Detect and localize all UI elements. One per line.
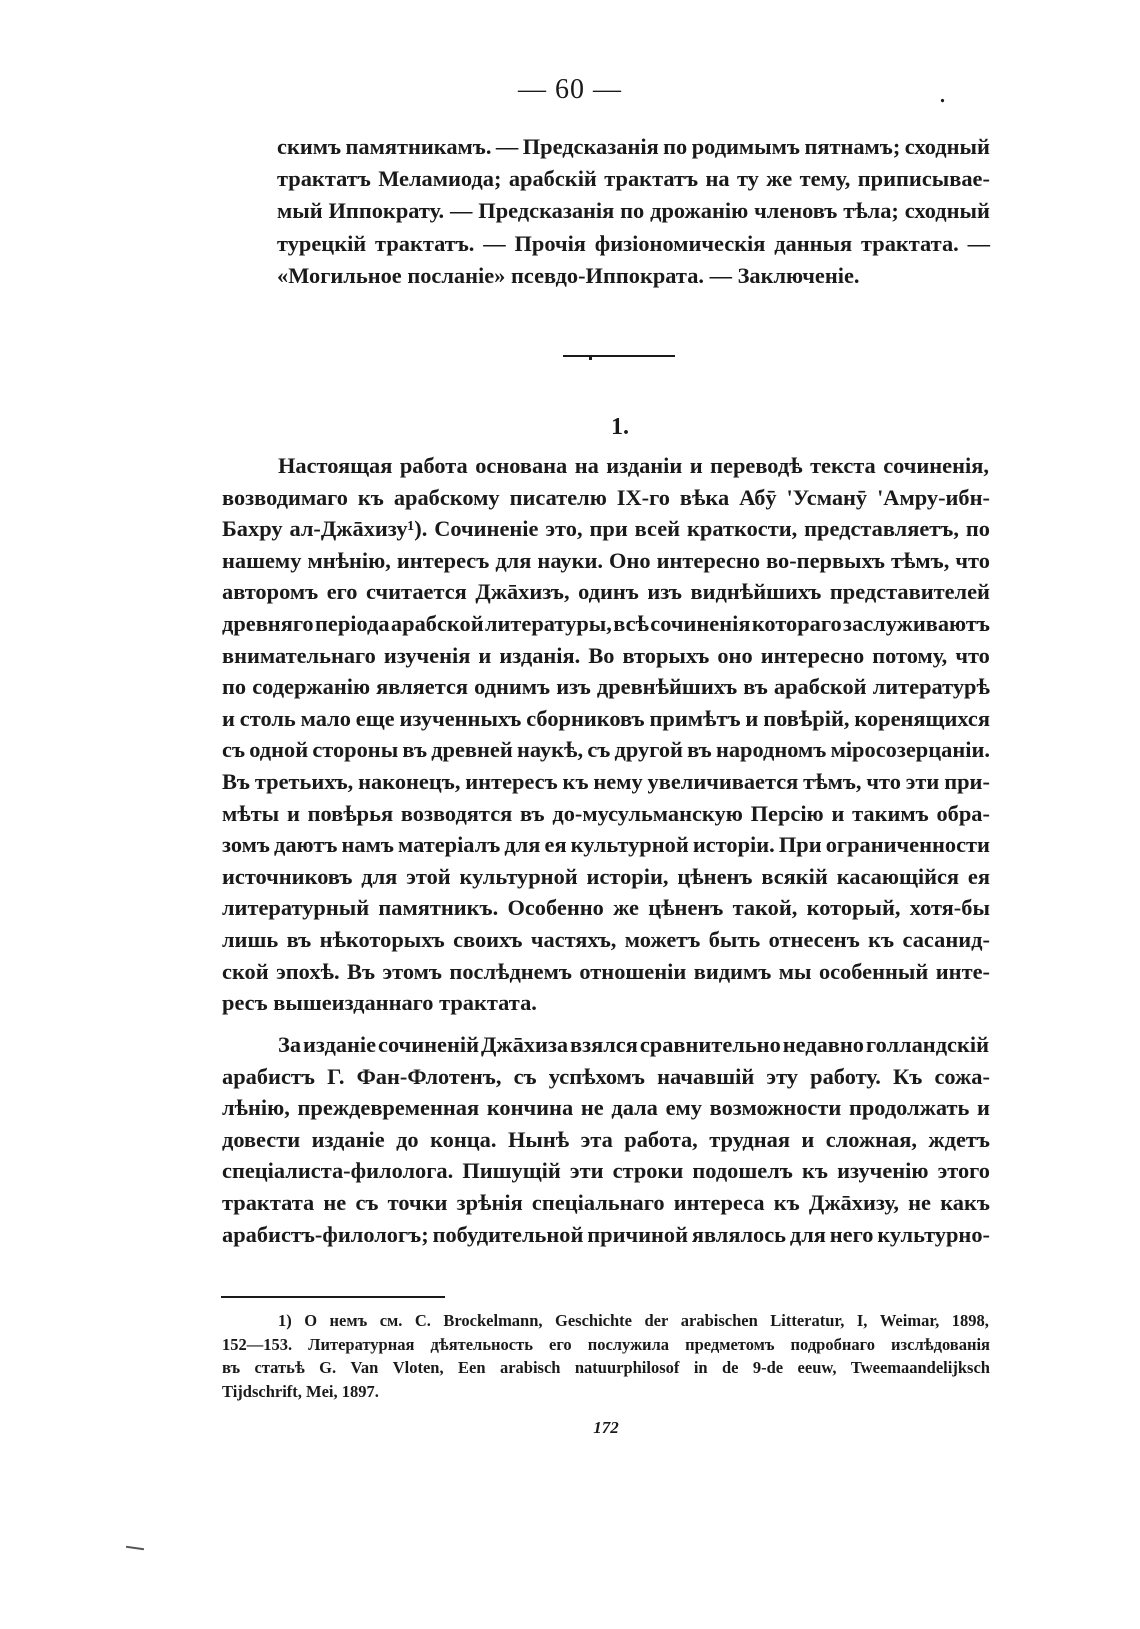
stray-mark: .: [939, 78, 946, 109]
body-line: источниковъ для этой культурной исторіи, цѣненъ всякій касающійся ея: [222, 863, 990, 889]
body-line: мѣты и повѣрья возводятся въ до-мусульманскую Персію и такимъ обра-: [222, 800, 990, 826]
scan-smudge: [126, 1546, 144, 1550]
body-line: ресъ вышеизданнаго трактата.: [222, 990, 537, 1016]
body-line: За изданіе сочиненій Джāхиза взялся сравнительно недавно голландскій: [278, 1032, 989, 1057]
summary-line: мый Иппократу. — Предсказанія по дрожанію членовъ тѣла; сходный: [277, 198, 990, 224]
footnote-line: 1) О немъ см. C. Brockelmann, Geschichte der arabischen Litteratur, I, Weimar, 1898,: [278, 1311, 989, 1330]
summary-line: трактатъ Меламиода; арабскій трактатъ на ту же тему, приписывае-: [277, 166, 990, 192]
body-line: авторомъ его считается Джāхизъ, одинъ изъ виднѣйшихъ представителей: [222, 579, 990, 605]
body-line: зомъ даютъ намъ матеріалъ для ея культурной исторіи. При ограниченности: [222, 832, 990, 858]
section-number: 1.: [611, 414, 629, 440]
section-divider-ornament: [563, 355, 675, 357]
running-head: — 60 —: [518, 74, 622, 105]
body-line: съ одной стороны въ древней наукѣ, съ другой въ народномъ міросозерцаніи.: [222, 737, 990, 763]
body-line: спеціалиста-филолога. Пишущій эти строки подошелъ къ изученію этого: [222, 1158, 990, 1184]
summary-line: скимъ памятникамъ. — Предсказанія по родимымъ пятнамъ; сходный: [277, 134, 990, 159]
body-line: трактата не съ точки зрѣнія спеціальнаго интереса къ Джāхизу, не какъ: [222, 1190, 990, 1215]
body-line: лишь въ нѣкоторыхъ своихъ частяхъ, можетъ быть отнесенъ къ сасанид-: [222, 927, 990, 952]
footnote-line: 152—153. Литературная дѣятельность его послужила предметомъ подробнаго изслѣдованія: [222, 1334, 990, 1354]
body-line: нашему мнѣнію, интересъ для науки. Оно интересно во-первыхъ тѣмъ, что: [222, 547, 990, 573]
body-line: внимательнаго изученія и изданія. Во вторыхъ оно интересно потому, что: [222, 642, 990, 668]
body-line: арабистъ-филологъ; побудительной причиной являлось для него культурно-: [222, 1221, 990, 1247]
body-line: Бахру ал-Джāхизу¹). Сочиненіе это, при всей краткости, представляетъ, по: [222, 516, 990, 542]
footnote-rule: [221, 1296, 445, 1298]
body-line: древняго періода арабской литературы, всѣ сочиненія котораго заслуживаютъ: [222, 611, 990, 636]
body-line: по содержанію является однимъ изъ древнѣйшихъ въ арабской литературѣ: [222, 674, 990, 700]
footnote-line: въ статьѣ G. Van Vloten, Een arabisch natuurphilosof in de 9-de eeuw, Tweemaandelijksch: [222, 1358, 990, 1377]
body-line: возводимаго къ арабскому писателю IX-го вѣка Абӯ 'Усманӯ 'Амру-ибн-: [222, 484, 990, 510]
body-line: Настоящая работа основана на изданіи и переводѣ текста сочиненія,: [278, 453, 989, 478]
summary-line: турецкій трактатъ. — Прочія физіономическія данныя трактата. —: [277, 230, 990, 256]
body-line: литературный памятникъ. Особенно же цѣненъ такой, который, хотя-бы: [222, 895, 990, 921]
body-line: Въ третьихъ, наконецъ, интересъ къ нему увеличивается тѣмъ, что эти при-: [222, 769, 990, 794]
body-line: и столь мало еще изученныхъ сборниковъ примѣтъ и повѣрій, коренящихся: [222, 705, 990, 731]
footnote-line: Tijdschrift, Mei, 1897.: [222, 1381, 379, 1401]
body-line: лѣнію, преждевременная кончина не дала ему возможности продолжать и: [222, 1095, 990, 1121]
page-folio: 172: [593, 1418, 619, 1437]
body-line: ской эпохѣ. Въ этомъ послѣднемъ отношеніи видимъ мы особенный инте-: [222, 958, 990, 984]
summary-line: «Могильное посланіе» псевдо-Иппократа. — Заключеніе.: [277, 262, 860, 288]
body-line: арабистъ Г. Фан-Флотенъ, съ успѣхомъ начавшій эту работу. Къ сожа-: [222, 1063, 990, 1089]
body-line: довести изданіе до конца. Нынѣ эта работа, трудная и сложная, ждетъ: [222, 1126, 990, 1152]
